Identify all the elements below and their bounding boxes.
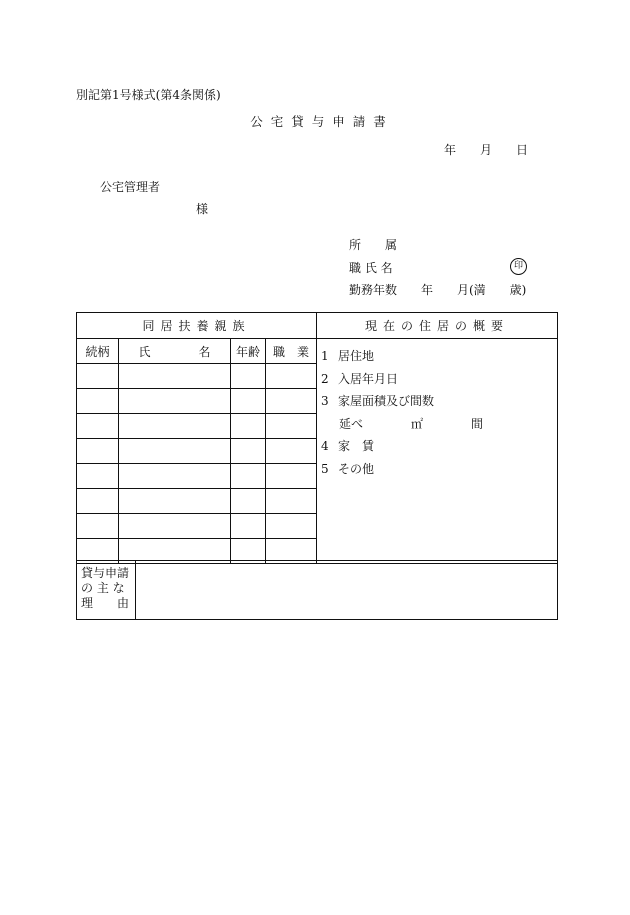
cell-relation[interactable] bbox=[77, 489, 119, 514]
residence-item: 2 入居年月日 bbox=[321, 371, 399, 386]
cell-name[interactable] bbox=[119, 389, 231, 414]
cell-age[interactable] bbox=[231, 389, 266, 414]
residence-header: 現在の住居の概要 bbox=[317, 313, 558, 339]
cell-name[interactable] bbox=[119, 439, 231, 464]
cell-name[interactable] bbox=[119, 364, 231, 389]
col-occupation: 職 業 bbox=[266, 339, 317, 364]
cell-occupation[interactable] bbox=[266, 389, 317, 414]
reason-field[interactable] bbox=[136, 561, 558, 620]
family-header: 同居扶養親族 bbox=[77, 313, 317, 339]
cell-relation[interactable] bbox=[77, 439, 119, 464]
residence-item: 5 その他 bbox=[321, 461, 375, 476]
honorific: 様 bbox=[196, 202, 209, 216]
addressee: 公宅管理者 bbox=[100, 180, 161, 194]
cell-age[interactable] bbox=[231, 514, 266, 539]
cell-age[interactable] bbox=[231, 414, 266, 439]
name-title-label: 職 氏 名 bbox=[349, 261, 393, 275]
col-relation: 続柄 bbox=[77, 339, 119, 364]
cell-occupation[interactable] bbox=[266, 364, 317, 389]
page-title: 公宅貸与申請書 bbox=[250, 114, 394, 129]
cell-relation[interactable] bbox=[77, 414, 119, 439]
cell-age[interactable] bbox=[231, 364, 266, 389]
cell-occupation[interactable] bbox=[266, 489, 317, 514]
cell-name[interactable] bbox=[119, 489, 231, 514]
cell-occupation[interactable] bbox=[266, 414, 317, 439]
cell-name[interactable] bbox=[119, 514, 231, 539]
cell-relation[interactable] bbox=[77, 364, 119, 389]
residence-item: 1 居住地 bbox=[321, 349, 375, 363]
date-day: 日 bbox=[516, 143, 529, 157]
cell-age[interactable] bbox=[231, 464, 266, 489]
affiliation-label: 所 属 bbox=[349, 238, 398, 252]
residence-item: 3 家屋面積及び間数 bbox=[321, 394, 435, 408]
cell-occupation[interactable] bbox=[266, 439, 317, 464]
cell-relation[interactable] bbox=[77, 389, 119, 414]
residence-summary[interactable] bbox=[317, 339, 558, 564]
cell-relation[interactable] bbox=[77, 464, 119, 489]
date-year: 年 bbox=[444, 143, 457, 157]
tenure-label: 勤務年数 年 月(満 歳) bbox=[349, 283, 527, 297]
cell-name[interactable] bbox=[119, 414, 231, 439]
seal-mark: 印 bbox=[510, 258, 527, 275]
reason-label: 貸与申請 の 主 な 理 由 bbox=[77, 561, 136, 620]
cell-age[interactable] bbox=[231, 439, 266, 464]
col-name: 氏 名 bbox=[119, 339, 231, 364]
residence-item: 延べ ㎡ 間 bbox=[339, 416, 484, 431]
form-label: 別記第1号様式(第4条関係) bbox=[76, 88, 221, 102]
reason-table bbox=[76, 560, 558, 620]
cell-relation[interactable] bbox=[77, 514, 119, 539]
cell-name[interactable] bbox=[119, 464, 231, 489]
family-residence-table bbox=[76, 312, 558, 564]
cell-occupation[interactable] bbox=[266, 464, 317, 489]
date-month: 月 bbox=[480, 143, 493, 157]
cell-occupation[interactable] bbox=[266, 514, 317, 539]
cell-age[interactable] bbox=[231, 489, 266, 514]
col-age: 年齢 bbox=[231, 339, 266, 364]
residence-item: 4 家 賃 bbox=[321, 439, 375, 453]
